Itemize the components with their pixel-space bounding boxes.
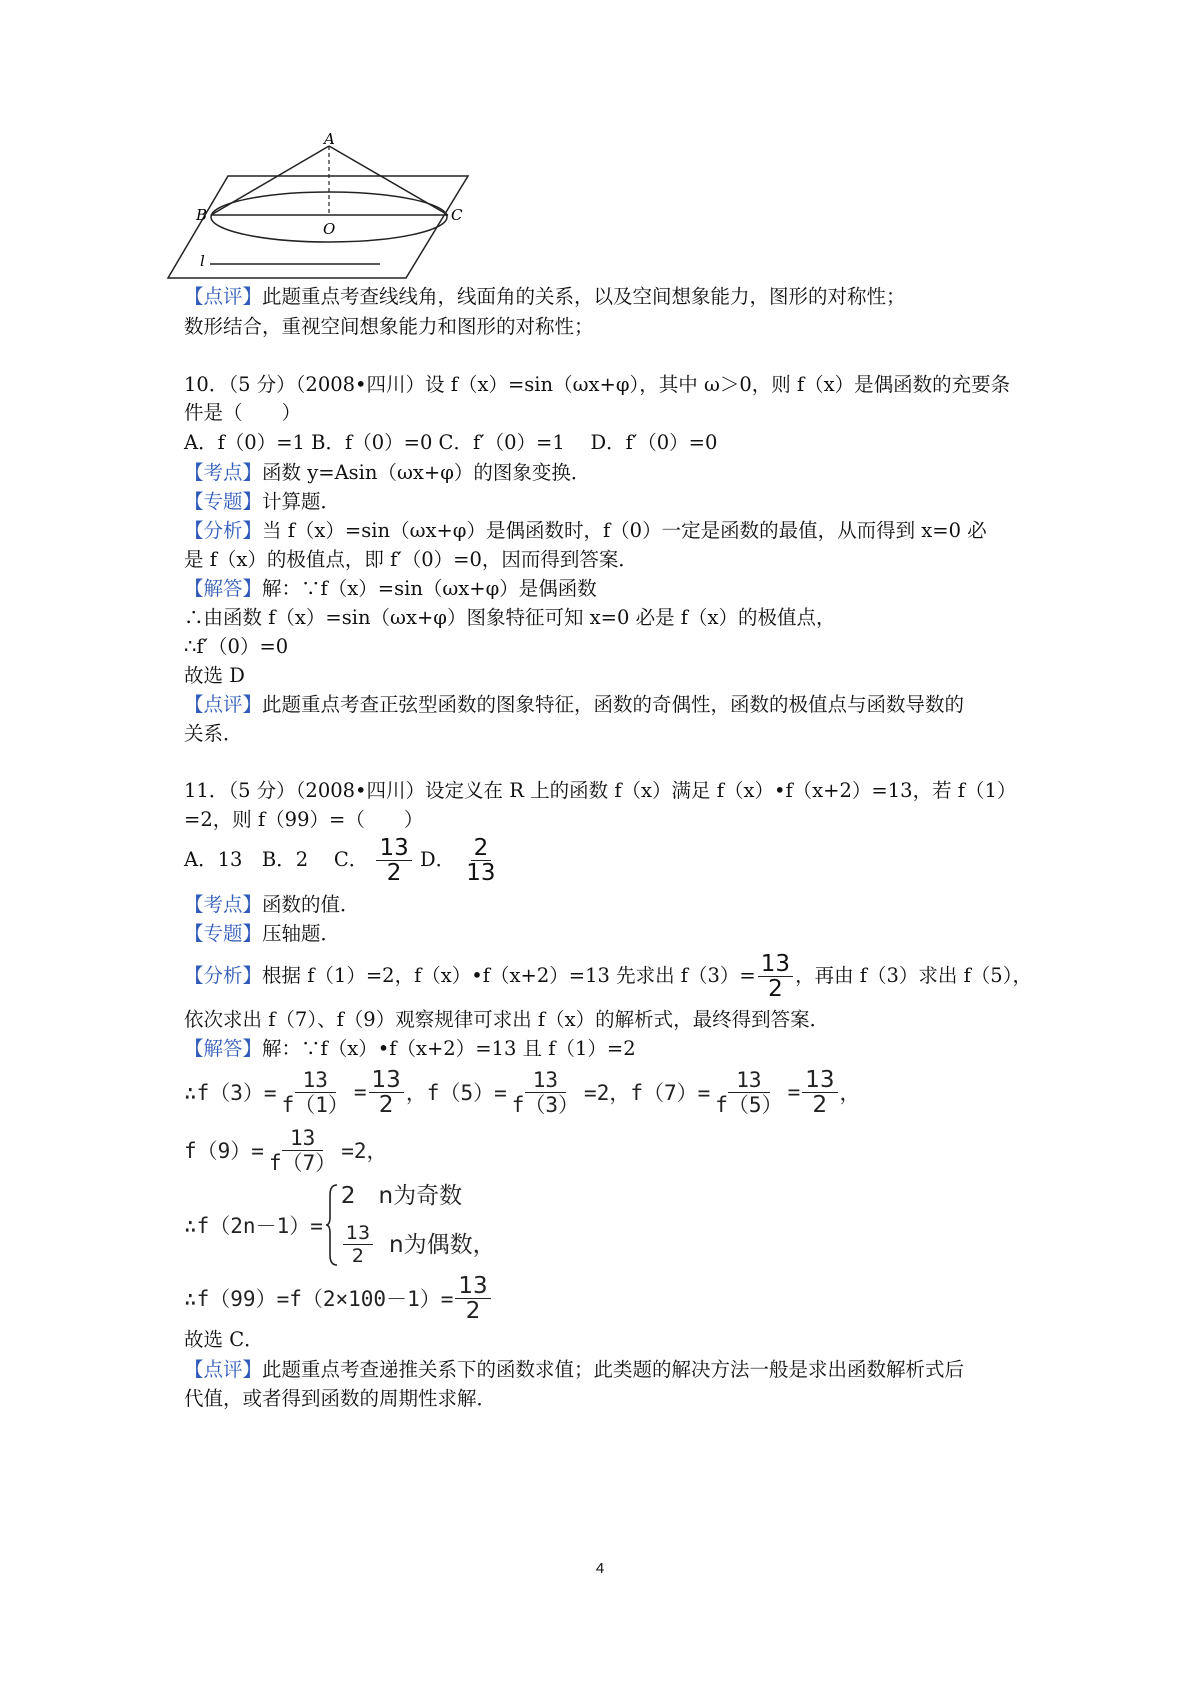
q10-jieda-text-1: 解：∵f（x）=sin（ωx+φ）是偶函数	[262, 577, 597, 600]
q11-kaodian	[184, 890, 360, 920]
calc1-frac-1	[279, 1068, 352, 1117]
q10-stem-line-1: 10．（5 分）（2008•四川）设 f（x）=sin（ωx+φ），其中 ω＞0，则 f（x）是偶函数的充要条	[184, 373, 1011, 396]
calc1-frac-5-den: 2	[812, 1091, 828, 1118]
q10-jieda-line-1	[184, 574, 597, 604]
label-l: l	[200, 252, 205, 270]
calc1-eq1: =	[353, 1080, 367, 1104]
q11-jieda-tag: 【解答】	[184, 1037, 263, 1060]
q11-kaodian-tag: 【考点】	[184, 893, 263, 916]
q10-dianping-tag: 【点评】	[184, 693, 263, 716]
calc2-r: =2，	[341, 1139, 388, 1163]
q11-calc-line-1	[184, 1064, 861, 1120]
calc4-frac-den: 2	[465, 1297, 481, 1324]
q10-jieda-line-2: ∴由函数 f（x）=sin（ωx+φ）图象特征可知 x=0 必是 f（x）的极值点，	[184, 606, 836, 629]
calc4-frac-num: 13	[455, 1274, 490, 1299]
calc2-frac	[266, 1126, 339, 1175]
q11-option-d-num: 2	[471, 836, 492, 861]
q11-fenxi-text-1b: ，再由 f（3）求出 f（5），	[795, 964, 1032, 987]
q10-stem-line-2: 件是（ ）	[184, 401, 302, 424]
q11-piecewise	[184, 1180, 496, 1270]
calc1-frac-4-num: 13	[728, 1068, 769, 1093]
piecewise-case-2-num: 13	[343, 1222, 373, 1245]
calc1-p1: ∴f（3）=	[184, 1081, 277, 1105]
piecewise-case-1: 2 n为奇数	[340, 1183, 463, 1209]
page-number: 4	[595, 1560, 605, 1577]
calc1-frac-5	[802, 1068, 837, 1117]
q10-dianping-line-1	[184, 690, 964, 720]
q11-fenxi-den: 2	[768, 976, 783, 1002]
label-b: B	[196, 206, 208, 224]
left-brace-icon	[325, 1183, 339, 1267]
q11-jieda-end: 故选 C．	[184, 1328, 264, 1351]
calc1-frac-3-den: f（3）	[511, 1092, 580, 1117]
q11-option-d-label: D．	[419, 848, 456, 871]
q11-fenxi-fraction	[758, 952, 793, 1001]
q11-zhuanti-text: 压轴题．	[262, 922, 341, 945]
q10-kaodian-tag: 【考点】	[184, 461, 263, 484]
piecewise-lhs: ∴f（2n－1）=	[184, 1214, 323, 1238]
label-o: O	[323, 220, 336, 238]
label-a: A	[324, 132, 335, 148]
q11-dianping-tag: 【点评】	[184, 1358, 263, 1381]
q11-calc-line-4	[184, 1270, 493, 1326]
piecewise-case-2-den: 2	[351, 1245, 364, 1267]
calc2-p: f（9）=	[184, 1139, 264, 1163]
q11-zhuanti	[184, 919, 340, 949]
calc1-p3: f（7）=	[630, 1081, 711, 1105]
piecewise-case-2-text: n为偶数	[389, 1231, 473, 1258]
piecewise-tail: ，	[472, 1231, 496, 1258]
calc1-frac-5-num: 13	[802, 1068, 837, 1093]
q11-option-d-den: 13	[466, 860, 496, 886]
q9-comment-line-1	[184, 282, 906, 312]
q11-stem-line-2: =2，则 f（99）=（ ）	[184, 808, 424, 831]
q11-fenxi-num: 13	[758, 952, 793, 977]
q10-fenxi-line-2: 是 f（x）的极值点，即 f′（0）=0，因而得到答案．	[184, 548, 638, 571]
q11-stem-line-1: 11．（5 分）（2008•四川）设定义在 R 上的函数 f（x）满足 f（x）•f（x+2）=13，若 f（1）	[184, 779, 1017, 802]
calc1-frac-4-den: f（5）	[715, 1092, 783, 1117]
q10-zhuanti	[184, 487, 340, 517]
q10-fenxi-text-1: 当 f（x）=sin（ωx+φ）是偶函数时，f（0）一定是函数的最值，从而得到 x=0 必	[262, 519, 987, 542]
piecewise-case-2	[341, 1222, 496, 1267]
q10-jieda-line-4: 故选 D	[184, 664, 245, 687]
q11-zhuanti-tag: 【专题】	[184, 922, 263, 945]
segment-ab	[211, 146, 329, 215]
piecewise-case-2-fraction	[343, 1222, 373, 1267]
q11-calc-line-2	[184, 1122, 388, 1178]
q9-comment-tag: 【点评】	[184, 285, 263, 308]
q9-comment-text-1: 此题重点考查线线角，线面角的关系，以及空间想象能力，图形的对称性；	[262, 285, 906, 308]
q9-comment-line-2: 数形结合，重视空间想象能力和图形的对称性；	[184, 315, 594, 338]
calc1-frac-2	[369, 1068, 404, 1117]
q11-option-c-den: 2	[386, 860, 402, 886]
q11-dianping-line-2: 代值，或者得到函数的周期性求解．	[184, 1387, 497, 1410]
calc1-p2: ，f（5）=	[405, 1081, 507, 1105]
calc1-frac-3-num: 13	[525, 1068, 566, 1093]
q11-fenxi-text-1a: 根据 f（1）=2，f（x）•f（x+2）=13 先求出 f（3）=	[262, 964, 756, 987]
q11-kaodian-text: 函数的值．	[262, 893, 360, 916]
calc1-frac-1-num: 13	[295, 1068, 336, 1093]
q11-jieda-text-1: 解：∵f（x）•f（x+2）=13 且 f（1）=2	[262, 1037, 636, 1060]
q11-jieda-line-1	[184, 1034, 636, 1064]
segment-ac	[329, 146, 448, 215]
q10-dianping-line-2: 关系．	[184, 722, 243, 745]
calc1-frac-2-num: 13	[369, 1068, 404, 1093]
q10-zhuanti-text: 计算题．	[262, 490, 341, 513]
q11-dianping-line-1	[184, 1355, 964, 1385]
q10-fenxi-tag: 【分析】	[184, 519, 263, 542]
calc1-frac-2-den: 2	[378, 1091, 394, 1118]
q11-option-c-fraction	[376, 836, 411, 885]
label-c: C	[451, 206, 463, 224]
calc1-eq3: =	[787, 1080, 801, 1104]
calc4-frac	[455, 1274, 490, 1323]
q10-fenxi-line-1	[184, 516, 987, 546]
calc1-frac-3	[509, 1068, 582, 1117]
q10-jieda-tag: 【解答】	[184, 577, 263, 600]
calc1-end: ，	[839, 1081, 861, 1105]
q11-fenxi-tag: 【分析】	[184, 964, 263, 987]
calc1-frac-4	[712, 1068, 785, 1117]
plane-parallelogram	[168, 176, 468, 278]
q10-kaodian-text: 函数 y=Asin（ωx+φ）的图象变换．	[262, 461, 591, 484]
q11-fenxi-line-1	[184, 950, 1032, 1002]
q11-options-ab: A．13 B．2 C．	[184, 848, 369, 871]
q11-options	[184, 834, 501, 886]
calc2-frac-den: f（7）	[268, 1150, 337, 1175]
q11-fenxi-line-2: 依次求出 f（7）、f（9）观察规律可求出 f（x）的解析式，最终得到答案．	[184, 1008, 830, 1031]
cone-figure	[166, 132, 486, 282]
calc2-frac-num: 13	[282, 1126, 323, 1151]
q11-dianping-text-1: 此题重点考查递推关系下的函数求值；此类题的解决方法一般是求出函数解析式后	[262, 1358, 965, 1381]
q11-option-d-fraction	[463, 836, 498, 885]
piecewise-cases	[341, 1183, 496, 1267]
calc1-r2: =2，	[584, 1081, 631, 1105]
q10-options: A．f（0）=1 B．f（0）=0 C．f′（0）=1 D．f′（0）=0	[184, 431, 718, 454]
calc4-p: ∴f（99）=f（2×100－1）=	[184, 1287, 454, 1311]
q10-jieda-line-3: ∴f′（0）=0	[184, 635, 289, 658]
q10-zhuanti-tag: 【专题】	[184, 490, 263, 513]
q10-dianping-text-1: 此题重点考查正弦型函数的图象特征，函数的奇偶性，函数的极值点与函数导数的	[262, 693, 965, 716]
calc1-frac-1-den: f（1）	[281, 1092, 349, 1117]
q10-kaodian	[184, 458, 590, 488]
q11-option-c-num: 13	[376, 836, 411, 861]
